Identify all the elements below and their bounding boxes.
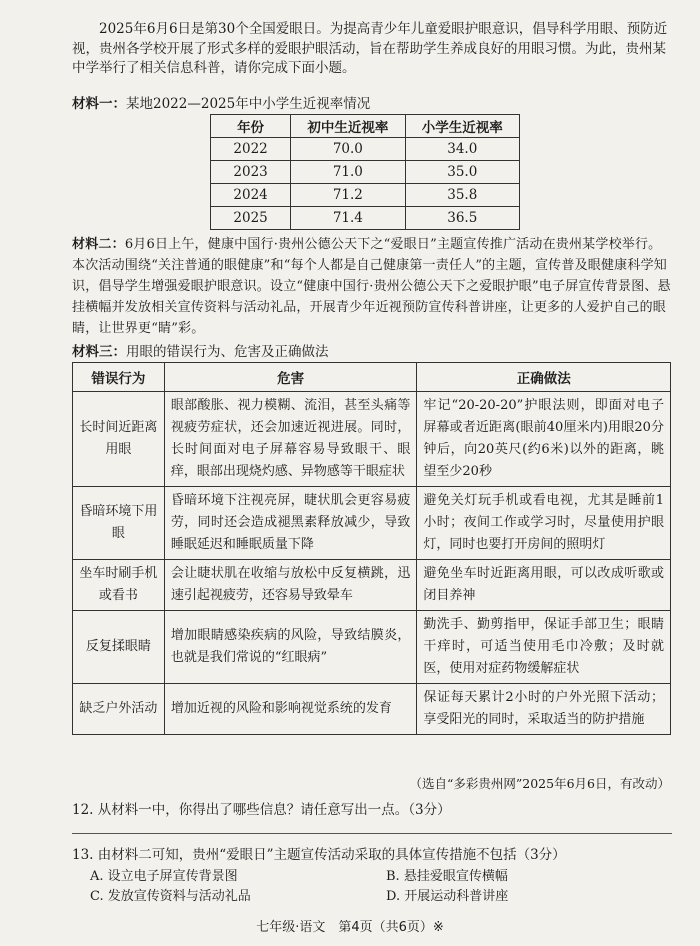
- cell-behavior: 反复揉眼睛: [73, 611, 165, 684]
- cell-correct: 避免关灯玩手机或看电视，尤其是睡前1小时；夜间工作或学习时，尽量使用护眼灯，同时也要打开房间的照明灯: [417, 487, 671, 560]
- cell-primary-rate: 36.5: [405, 207, 519, 230]
- table-row: [211, 207, 520, 230]
- option-c[interactable]: C. 发放宣传资料与活动礼品: [90, 889, 251, 904]
- cell-harm: 昏暗环境下注视亮屏，睫状肌会更容易疲劳，同时还会造成褪黑素释放减少，导致睡眠延迟和睡眠质量下降: [164, 487, 417, 560]
- cell-correct: 避免坐车时近距离用眼，可以改成听歌或闭目养神: [417, 560, 671, 611]
- cell-primary-rate: 35.0: [405, 161, 519, 184]
- table-row: [211, 161, 520, 184]
- cell-harm: 增加眼睛感染疾病的风险，导致结膜炎，也就是我们常说的“红眼病”: [164, 611, 417, 684]
- answer-line[interactable]: [72, 833, 672, 834]
- option-d[interactable]: D. 开展运动科普讲座: [386, 889, 509, 904]
- cell-year: 2022: [211, 138, 291, 161]
- material1-label: 材料一：: [72, 96, 126, 112]
- cell-behavior: 长时间近距离用眼: [73, 392, 165, 487]
- eye-habits-table: [72, 362, 671, 735]
- cell-behavior: 坐车时刷手机或看书: [73, 560, 165, 611]
- material3-heading: [72, 342, 329, 362]
- table-row: [73, 560, 671, 611]
- cell-junior-rate: 71.0: [291, 161, 405, 184]
- cell-correct: 勤洗手、勤剪指甲，保证手部卫生；眼睛干痒时，可适当使用毛巾冷敷；及时就医，使用对症药物缓解症状: [417, 611, 671, 684]
- cell-behavior: 昏暗环境下用眼: [73, 487, 165, 560]
- cell-correct: 保证每天累计2小时的户外光照下活动；享受阳光的同时，采取适当的防护措施: [417, 684, 671, 735]
- cell-year: 2025: [211, 207, 291, 230]
- col-header-year: 年份: [211, 115, 291, 138]
- cell-year: 2023: [211, 161, 291, 184]
- question-13: 13. 由材料二可知，贵州“爱眼日”主题宣传活动采取的具体宣传措施不包括（3分）: [72, 847, 566, 863]
- material3-caption: 用眼的错误行为、危害及正确做法: [126, 344, 329, 360]
- material2-paragraph: [72, 234, 672, 339]
- table-header-row: [73, 363, 671, 392]
- col-header-harm: 危害: [164, 363, 417, 392]
- page-footer: 七年级·语文 第4页（共6页）※: [256, 920, 444, 935]
- table-row: [73, 684, 671, 735]
- question-12: 12. 从材料一中，你得出了哪些信息？请任意写出一点。（3分）: [72, 802, 451, 818]
- cell-correct: 牢记“20-20-20”护眼法则，即面对电子屏幕或者近距离(眼前40厘米内)用眼20分钟后，向20英尺(约6米)以外的距离，眺望至少20秒: [417, 392, 671, 487]
- cell-junior-rate: 71.2: [291, 184, 405, 207]
- material1-heading: [72, 94, 370, 114]
- material1-caption: 某地2022—2025年中小学生近视率情况: [126, 96, 371, 112]
- cell-harm: 眼部酸胀、视力模糊、流泪，甚至头痛等视疲劳症状，还会加速近视进展。同时，长时间面对电子屏幕容易导致眼干、眼痒，眼部出现烧灼感、异物感等干眼症状: [164, 392, 417, 487]
- col-header-primary: 小学生近视率: [405, 115, 519, 138]
- cell-junior-rate: 70.0: [291, 138, 405, 161]
- material2-text: 6月6日上午，健康中国行·贵州公德公天下之“爱眼日”主题宣传推广活动在贵州某学校举行。本次活动围绕“关注普通的眼健康”和“每个人都是自己健康第一责任人”的主题，宣传普及眼健康科学知识，倡导学生增强爱眼护眼意识。设立“健康中国行·贵州公德公天下之爱眼护眼”电子屏宣传背景图、悬挂横幅并发放相关宣传资料与活动礼品，开展青少年近视预防宣传科普讲座，让更多的人爱护自己的眼睛，让世界更“睛”彩。: [72, 237, 671, 336]
- myopia-rate-table: [210, 114, 520, 230]
- option-b[interactable]: B. 悬挂爱眼宣传横幅: [386, 869, 508, 884]
- cell-year: 2024: [211, 184, 291, 207]
- cell-primary-rate: 35.8: [405, 184, 519, 207]
- intro-paragraph: 2025年6月6日是第30个全国爱眼日。为提高青少年儿童爱眼护眼意识，倡导科学用眼、预防近视，贵州各学校开展了形式多样的爱眼护眼活动，旨在帮助学生养成良好的用眼习惯。为此，贵州某中学举行了相关信息科普，请你完成下面小题。: [72, 21, 668, 76]
- col-header-junior: 初中生近视率: [291, 115, 405, 138]
- material2-label: 材料二：: [72, 237, 125, 252]
- option-a[interactable]: A. 设立电子屏宣传背景图: [90, 869, 238, 884]
- material3-label: 材料三：: [72, 344, 126, 360]
- table-row: [211, 184, 520, 207]
- table-row: [211, 138, 520, 161]
- col-header-behavior: 错误行为: [73, 363, 165, 392]
- cell-behavior: 缺乏户外活动: [73, 684, 165, 735]
- cell-junior-rate: 71.4: [291, 207, 405, 230]
- col-header-correct: 正确做法: [417, 363, 671, 392]
- source-note: （选自“多彩贵州网”2025年6月6日，有改动）: [409, 776, 670, 791]
- table-row: [73, 611, 671, 684]
- table-header-row: [211, 115, 520, 138]
- cell-primary-rate: 34.0: [405, 138, 519, 161]
- cell-harm: 增加近视的风险和影响视觉系统的发育: [164, 684, 417, 735]
- table-row: [73, 487, 671, 560]
- cell-harm: 会让睫状肌在收缩与放松中反复横跳，迅速引起视疲劳，还容易导致晕车: [164, 560, 417, 611]
- table-row: [73, 392, 671, 487]
